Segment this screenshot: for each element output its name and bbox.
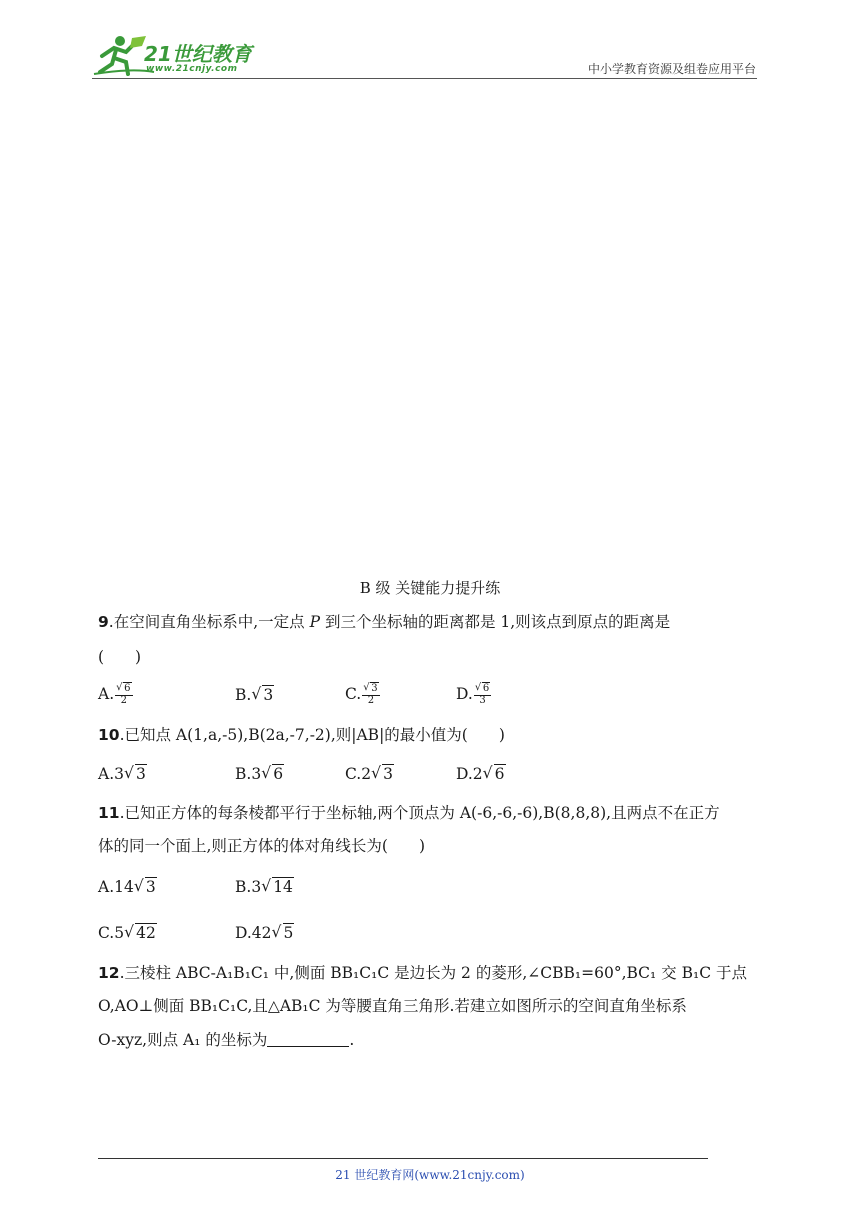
logo bbox=[92, 32, 262, 78]
question-number: 10 bbox=[98, 726, 120, 744]
answer-blank[interactable] bbox=[267, 1032, 349, 1047]
question-11-line-1: 11.已知正方体的每条棱都平行于坐标轴,两个顶点为 A(-6,-6,-6),B(8,8,8),且两点不在正方 bbox=[98, 804, 720, 822]
question-12-line-1: 12.三棱柱 ABC-A₁B₁C₁ 中,侧面 BB₁C₁C 是边长为 2 的菱形,∠CBB₁=60°,BC₁ 交 B₁C 于点 bbox=[98, 964, 747, 982]
q11-option-a: A.14√ 3 bbox=[98, 880, 157, 896]
q10-option-b: B.3√ 6 bbox=[235, 767, 284, 783]
q10-option-c: C.2√ 3 bbox=[345, 767, 394, 783]
question-number: 12 bbox=[98, 964, 120, 982]
q10-option-d: D.2√ 6 bbox=[456, 767, 506, 783]
question-9-line-1: 9.在空间直角坐标系中,一定点 P 到三个坐标轴的距离都是 1,则该点到原点的距离是 bbox=[98, 613, 671, 631]
header-divider bbox=[92, 78, 757, 79]
footer-divider bbox=[98, 1158, 708, 1159]
question-10-line-1: 10.已知点 A(1,a,-5),B(2a,-7,-2),则|AB|的最小值为( ) bbox=[98, 726, 505, 744]
question-number: 9 bbox=[98, 613, 109, 631]
question-12-line-3: O-xyz,则点 A₁ 的坐标为 . bbox=[98, 1031, 355, 1049]
question-number: 11 bbox=[98, 804, 120, 822]
footer-text: 21 世纪教育网(www.21cnjy.com) bbox=[335, 1168, 525, 1182]
question-9-answer-paren: ( ) bbox=[98, 648, 142, 666]
q9-option-b: B.√ 3 bbox=[235, 688, 274, 704]
section-title: B 级 关键能力提升练 bbox=[359, 579, 501, 597]
q10-option-a: A.3√ 3 bbox=[98, 767, 147, 783]
q9-option-c: C. √ $\frac{3}{2}$ bbox=[345, 684, 380, 706]
question-12-line-2: O,AO⊥侧面 BB₁C₁C,且△AB₁C 为等腰直角三角形.若建立如图所示的空间直角坐标系 bbox=[98, 997, 687, 1015]
q9-option-d: D. √ $\frac{6}{3}$ bbox=[456, 684, 491, 706]
header-tagline: 中小学教育资源及组卷应用平台 bbox=[587, 62, 756, 76]
q11-option-b: B.3√ 14 bbox=[235, 880, 294, 896]
logo-title: 21世纪教育 bbox=[144, 42, 252, 66]
q9-option-a: A. √ $\frac{6}{2}$ bbox=[98, 684, 133, 706]
q11-option-d: D.42√ 5 bbox=[235, 926, 294, 942]
logo-url: www.21cnjy.com bbox=[146, 64, 238, 74]
q11-option-c: C.5√ 42 bbox=[98, 926, 157, 942]
question-11-line-2: 体的同一个面上,则正方体的体对角线长为( ) bbox=[98, 837, 426, 855]
